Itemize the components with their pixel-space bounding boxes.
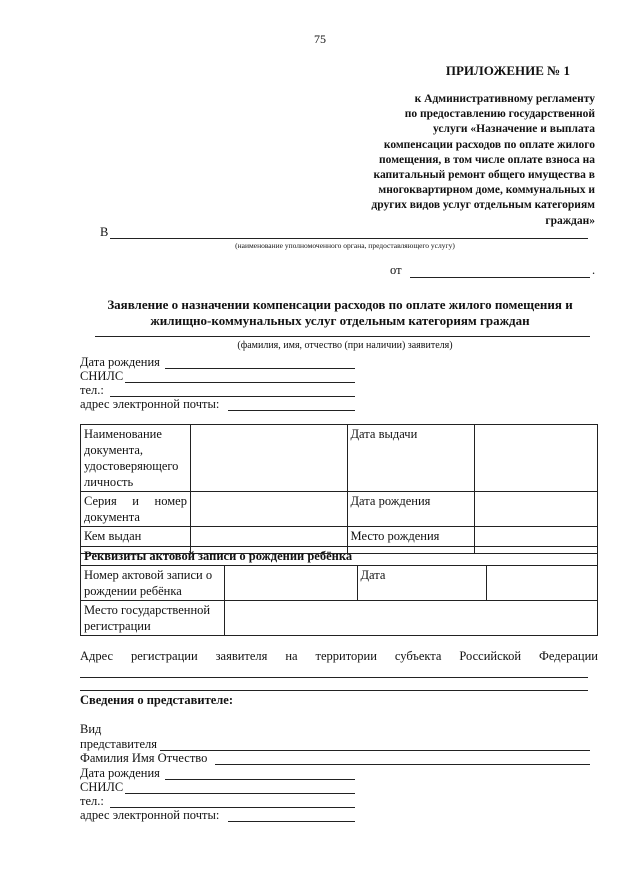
applicant-caption: (фамилия, имя, отчество (при наличии) заявителя) <box>237 340 453 351</box>
issue-date-cell[interactable] <box>475 425 598 492</box>
regulation-line: услуги «Назначение и выплата <box>433 123 595 136</box>
registration-place-cell[interactable] <box>224 601 597 636</box>
series-number-text: Серия и номер документа <box>84 494 187 524</box>
series-number-label <box>81 492 191 527</box>
record-date-label: Дата <box>357 566 487 601</box>
rep-name-field[interactable] <box>215 764 590 765</box>
rep-birth-date-field[interactable] <box>165 779 355 780</box>
addressee-prefix: В <box>100 225 109 239</box>
rep-name-label: Фамилия Имя Отчество <box>80 751 208 765</box>
email-label: адрес электронной почты: <box>80 397 220 411</box>
regulation-line: к Административному регламенту <box>414 93 595 105</box>
series-number-cell[interactable] <box>190 492 347 527</box>
issued-by-label: Кем выдан <box>81 527 191 554</box>
representative-header: Сведения о представителе: <box>80 693 234 707</box>
from-label: от <box>390 263 402 277</box>
regulation-line: помещения, в том числе оплате взноса на <box>379 153 595 166</box>
rep-phone-label: тел.: <box>80 794 104 808</box>
regulation-line: многоквартирном доме, коммунальных и <box>378 184 595 197</box>
organ-caption: (наименование уполномоченного органа, предоставляющего услугу) <box>235 241 455 250</box>
doc-birth-date-label: Дата рождения <box>347 492 475 527</box>
birth-date-field[interactable] <box>165 368 355 369</box>
addressee-line[interactable] <box>110 238 588 239</box>
registration-place-label: Место государственной регистрации <box>81 601 225 636</box>
statement-title-line: Заявление о назначении компенсации расходов по оплате жилого помещения и <box>107 297 573 312</box>
regulation-line: граждан» <box>545 214 595 227</box>
rep-birth-date-label: Дата рождения <box>80 766 160 780</box>
email-field[interactable] <box>228 410 355 411</box>
rep-email-label: адрес электронной почты: <box>80 808 220 822</box>
from-suffix: . <box>592 263 596 277</box>
rep-kind-label-2: представителя <box>80 737 157 751</box>
rep-kind-label: Вид <box>80 722 102 736</box>
snils-label: СНИЛС <box>80 369 124 383</box>
doc-name-label: Наименование документа, удостоверяющего личность <box>81 425 191 492</box>
rep-snils-field[interactable] <box>125 793 355 794</box>
record-number-cell[interactable] <box>224 566 357 601</box>
birth-record-header: Реквизиты актовой записи о рождении ребёнка <box>81 547 598 566</box>
regulation-line: других видов услуг отдельным категориям <box>371 199 595 212</box>
doc-name-cell[interactable] <box>190 425 347 492</box>
record-number-label: Номер актовой записи о рождении ребёнка <box>81 566 225 601</box>
rep-email-field[interactable] <box>228 821 355 822</box>
record-date-cell[interactable] <box>487 566 598 601</box>
statement-title <box>60 297 620 329</box>
birth-record-table <box>80 546 598 636</box>
from-line[interactable] <box>410 277 590 278</box>
appendix-title: ПРИЛОЖЕНИЕ № 1 <box>445 63 570 78</box>
phone-label: тел.: <box>80 383 104 397</box>
identity-document-table <box>80 424 598 554</box>
address-line-1[interactable] <box>80 677 588 678</box>
regulation-line: компенсации расходов по оплате жилого <box>383 138 595 151</box>
statement-title-line: жилищно-коммунальных услуг отдельным категориям граждан <box>150 313 530 328</box>
birth-date-label: Дата рождения <box>80 355 160 369</box>
rep-snils-label: СНИЛС <box>80 780 124 794</box>
issue-date-label: Дата выдачи <box>347 425 475 492</box>
regulation-reference <box>330 92 595 229</box>
address-line-2[interactable] <box>80 690 588 691</box>
doc-birth-date-cell[interactable] <box>475 492 598 527</box>
regulation-line: по предоставлению государственной <box>404 108 595 121</box>
applicant-name-line[interactable] <box>95 336 590 337</box>
regulation-line: капитальный ремонт общего имущества в <box>373 169 595 182</box>
address-label: Адрес регистрации заявителя на территории субъекта Российской Федерации <box>80 649 598 663</box>
snils-field[interactable] <box>125 382 355 383</box>
birth-place-label: Место рождения <box>347 527 475 554</box>
rep-kind-field[interactable] <box>160 750 590 751</box>
page-number: 75 <box>314 32 326 46</box>
